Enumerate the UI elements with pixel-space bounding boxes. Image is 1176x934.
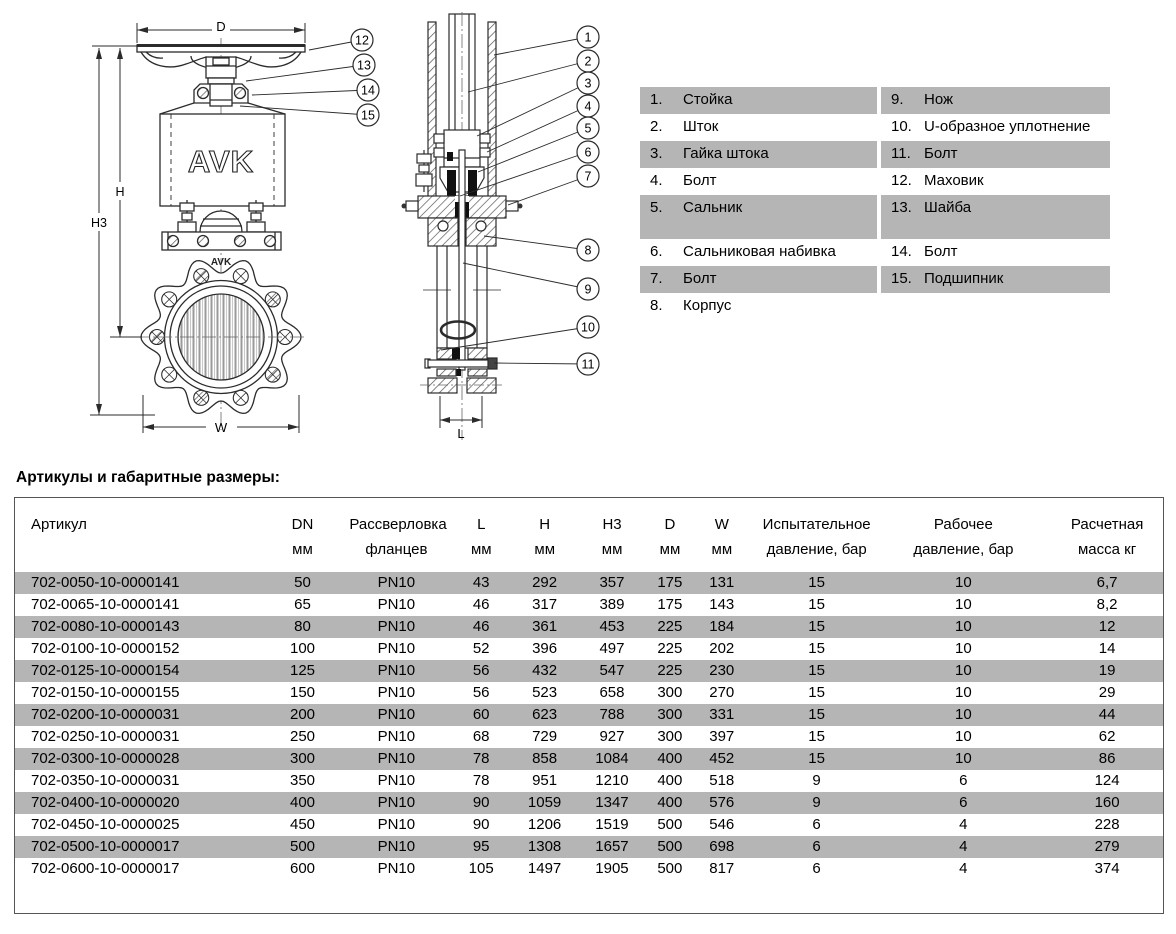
table-cell: 500 bbox=[657, 838, 683, 855]
avk-logo: AVK bbox=[187, 144, 255, 179]
table-cell: 62 bbox=[1098, 728, 1116, 745]
svg-text:3: 3 bbox=[584, 76, 592, 91]
table-cell: PN10 bbox=[377, 838, 416, 855]
table-cell: 10 bbox=[955, 596, 972, 613]
table-cell: 927 bbox=[599, 728, 625, 745]
table-cell: 400 bbox=[657, 794, 683, 811]
legend-item-number: 9. bbox=[891, 91, 904, 108]
table-cell: 200 bbox=[290, 706, 316, 723]
legend-item bbox=[881, 141, 1110, 168]
legend-item-label: Сальниковая набивка bbox=[683, 243, 836, 260]
table-cell: 90 bbox=[472, 794, 490, 811]
svg-text:H3: H3 bbox=[91, 216, 107, 230]
table-cell: 1308 bbox=[527, 838, 562, 855]
svg-text:1: 1 bbox=[584, 30, 592, 45]
callout-11 bbox=[494, 353, 599, 375]
table-cell: 702-0400-10-0000020 bbox=[31, 794, 180, 811]
svg-text:W: W bbox=[214, 420, 228, 435]
table-row bbox=[15, 594, 1163, 616]
table-cell: 523 bbox=[532, 684, 558, 701]
column-header: D мм bbox=[659, 516, 681, 558]
yoke-stand bbox=[160, 114, 285, 206]
table-cell: 702-0125-10-0000154 bbox=[31, 662, 180, 679]
table-cell: 125 bbox=[290, 662, 316, 679]
table-cell: 270 bbox=[709, 684, 735, 701]
column-header: Расчетная масса кг bbox=[1070, 516, 1144, 558]
table-row bbox=[15, 836, 1163, 858]
legend-item-number: 14. bbox=[891, 243, 912, 260]
table-cell: PN10 bbox=[377, 574, 416, 591]
callout-13 bbox=[246, 54, 375, 81]
legend-item-number: 11. bbox=[891, 145, 911, 162]
table-cell: 15 bbox=[808, 728, 825, 745]
table-cell: 702-0150-10-0000155 bbox=[31, 684, 180, 701]
table-cell: 8,2 bbox=[1096, 596, 1118, 613]
table-cell: 46 bbox=[472, 618, 490, 635]
table-cell: 10 bbox=[955, 662, 972, 679]
table-cell: 374 bbox=[1094, 860, 1120, 877]
table-cell: 576 bbox=[709, 794, 735, 811]
legend-item bbox=[881, 239, 1110, 266]
table-cell: 500 bbox=[657, 860, 683, 877]
table-cell: 1347 bbox=[595, 794, 629, 811]
table-cell: 951 bbox=[532, 772, 558, 789]
legend-item bbox=[640, 195, 877, 239]
svg-text:10: 10 bbox=[581, 320, 595, 335]
svg-text:7: 7 bbox=[584, 169, 592, 184]
table-cell: 300 bbox=[290, 750, 316, 767]
legend-item-number: 3. bbox=[650, 145, 663, 162]
table-cell: 858 bbox=[532, 750, 558, 767]
legend-item bbox=[640, 87, 877, 114]
table-cell: 10 bbox=[955, 618, 972, 635]
legend-item bbox=[640, 114, 877, 141]
legend-item-number: 8. bbox=[650, 297, 663, 314]
legend-item-number: 1. bbox=[650, 91, 663, 108]
legend-item-number: 15. bbox=[891, 270, 912, 287]
table-cell: 400 bbox=[290, 794, 316, 811]
callout-8 bbox=[484, 236, 599, 261]
table-cell: 10 bbox=[955, 574, 972, 591]
table-cell: 357 bbox=[599, 574, 625, 591]
svg-text:14: 14 bbox=[361, 83, 375, 98]
table-row bbox=[15, 726, 1163, 748]
legend-item-number: 7. bbox=[650, 270, 663, 287]
table-cell: 400 bbox=[657, 772, 683, 789]
table-cell: 15 bbox=[808, 574, 825, 591]
table-cell: 396 bbox=[532, 640, 558, 657]
table-cell: 702-0100-10-0000152 bbox=[31, 640, 180, 657]
table-cell: 19 bbox=[1098, 662, 1116, 679]
svg-text:6: 6 bbox=[584, 145, 592, 160]
table-cell: 702-0200-10-0000031 bbox=[31, 706, 180, 723]
legend-item bbox=[640, 168, 877, 195]
svg-text:9: 9 bbox=[584, 282, 592, 297]
table-cell: 15 bbox=[808, 596, 825, 613]
table-cell: 300 bbox=[657, 684, 683, 701]
column-header: DN мм bbox=[291, 516, 314, 558]
svg-text:13: 13 bbox=[357, 58, 371, 73]
legend-item-number: 12. bbox=[891, 172, 912, 189]
section-view-drawing bbox=[402, 12, 523, 441]
table-cell: 400 bbox=[657, 750, 683, 767]
table-cell: 225 bbox=[657, 618, 683, 635]
legend-item-label: Подшипник bbox=[924, 270, 1004, 287]
table-cell: 1206 bbox=[527, 816, 562, 833]
table-cell: 292 bbox=[532, 574, 558, 591]
table-cell: PN10 bbox=[377, 662, 416, 679]
legend-item-number: 13. bbox=[891, 199, 912, 216]
table-cell: 453 bbox=[599, 618, 625, 635]
table-cell: 15 bbox=[808, 662, 825, 679]
legend-item-number: 6. bbox=[650, 243, 663, 260]
table-cell: 698 bbox=[709, 838, 735, 855]
legend-item bbox=[640, 239, 877, 266]
table-cell: 518 bbox=[709, 772, 735, 789]
table-cell: 317 bbox=[532, 596, 558, 613]
table-cell: 60 bbox=[472, 706, 490, 723]
table-cell: 78 bbox=[472, 772, 490, 789]
table-cell: 4 bbox=[959, 838, 968, 855]
table-cell: 500 bbox=[657, 816, 683, 833]
table-cell: PN10 bbox=[377, 706, 416, 723]
table-cell: 78 bbox=[472, 750, 490, 767]
table-cell: 150 bbox=[290, 684, 316, 701]
table-cell: 43 bbox=[472, 574, 490, 591]
legend-item bbox=[881, 195, 1110, 239]
table-cell: 228 bbox=[1094, 816, 1120, 833]
column-header: H мм bbox=[534, 516, 555, 558]
column-header: Артикул bbox=[31, 516, 87, 533]
table-cell: 432 bbox=[532, 662, 558, 679]
table-cell: 15 bbox=[808, 640, 825, 657]
table-cell: 600 bbox=[290, 860, 316, 877]
table-cell: 12 bbox=[1098, 618, 1116, 635]
legend-item-number: 5. bbox=[650, 199, 663, 216]
table-cell: 160 bbox=[1094, 794, 1120, 811]
table-cell: PN10 bbox=[377, 860, 416, 877]
table-cell: 1519 bbox=[595, 816, 629, 833]
table-cell: 300 bbox=[657, 706, 683, 723]
table-cell: 10 bbox=[955, 750, 972, 767]
svg-text:4: 4 bbox=[584, 99, 592, 114]
table-cell: 389 bbox=[599, 596, 625, 613]
table-cell: 184 bbox=[709, 618, 735, 635]
table-cell: 331 bbox=[709, 706, 735, 723]
column-header: Рабочее давление, бар bbox=[913, 516, 1014, 558]
table-cell: 300 bbox=[657, 728, 683, 745]
table-cell: 225 bbox=[657, 662, 683, 679]
legend-item-label: Болт bbox=[683, 172, 717, 189]
table-cell: 6 bbox=[812, 816, 821, 833]
callout-7 bbox=[508, 165, 599, 205]
legend-item-label: Болт bbox=[683, 270, 717, 287]
svg-text:D: D bbox=[216, 19, 226, 34]
table-cell: 95 bbox=[472, 838, 490, 855]
svg-text:15: 15 bbox=[361, 108, 375, 123]
table-cell: 547 bbox=[599, 662, 625, 679]
table-cell: 702-0600-10-0000017 bbox=[31, 860, 180, 877]
table-cell: 702-0300-10-0000028 bbox=[31, 750, 180, 767]
svg-text:H: H bbox=[115, 185, 125, 199]
table-cell: 702-0250-10-0000031 bbox=[31, 728, 180, 745]
parts-legend-right-column bbox=[881, 87, 1110, 320]
table-row bbox=[15, 682, 1163, 704]
table-cell: 29 bbox=[1098, 684, 1116, 701]
column-header: W мм bbox=[711, 516, 733, 558]
table-cell: 10 bbox=[955, 640, 972, 657]
table-cell: 6 bbox=[812, 860, 821, 877]
table-cell: 658 bbox=[599, 684, 625, 701]
valve-drawings bbox=[0, 0, 630, 462]
svg-text:L: L bbox=[457, 426, 465, 441]
svg-text:11: 11 bbox=[581, 357, 595, 372]
table-cell: 15 bbox=[808, 706, 825, 723]
table-body bbox=[15, 572, 1163, 880]
legend-item bbox=[881, 168, 1110, 195]
table-cell: 250 bbox=[290, 728, 316, 745]
table-cell: 105 bbox=[468, 860, 494, 877]
table-cell: 14 bbox=[1098, 640, 1116, 657]
table-cell: 702-0050-10-0000141 bbox=[31, 574, 180, 591]
table-cell: 143 bbox=[709, 596, 735, 613]
table-row bbox=[15, 858, 1163, 880]
table-cell: 500 bbox=[290, 838, 316, 855]
table-cell: 10 bbox=[955, 684, 972, 701]
table-row bbox=[15, 748, 1163, 770]
table-cell: 497 bbox=[599, 640, 625, 657]
dim-h3 bbox=[90, 48, 155, 415]
table-cell: 50 bbox=[294, 574, 311, 591]
legend-item-label: U-образное уплотнение bbox=[924, 118, 1091, 135]
table-cell: 90 bbox=[472, 816, 490, 833]
table-cell: 6,7 bbox=[1096, 574, 1118, 591]
svg-text:5: 5 bbox=[584, 121, 592, 136]
table-cell: 1497 bbox=[527, 860, 562, 877]
table-cell: 131 bbox=[709, 574, 735, 591]
gland-area bbox=[162, 200, 281, 268]
table-cell: 225 bbox=[657, 640, 683, 657]
table-cell: 702-0065-10-0000141 bbox=[31, 596, 180, 613]
table-cell: 9 bbox=[812, 794, 821, 811]
stem-bracket bbox=[160, 84, 285, 114]
table-row bbox=[15, 770, 1163, 792]
legend-item-label: Шток bbox=[683, 118, 719, 135]
legend-item bbox=[881, 266, 1110, 293]
table-cell: 817 bbox=[709, 860, 735, 877]
table-cell: 56 bbox=[472, 684, 490, 701]
table-cell: 1905 bbox=[595, 860, 629, 877]
legend-item-label: Сальник bbox=[683, 199, 743, 216]
legend-item-label: Гайка штока bbox=[683, 145, 769, 162]
legend-item bbox=[881, 114, 1110, 141]
table-cell: 44 bbox=[1098, 706, 1116, 723]
table-cell: 15 bbox=[808, 684, 825, 701]
table-cell: 1210 bbox=[595, 772, 629, 789]
table-cell: PN10 bbox=[377, 596, 416, 613]
table-cell: 702-0350-10-0000031 bbox=[31, 772, 180, 789]
flange bbox=[136, 261, 306, 414]
callout-12 bbox=[309, 29, 373, 51]
handwheel bbox=[137, 45, 305, 84]
legend-item-number: 2. bbox=[650, 118, 663, 135]
column-header: L мм bbox=[470, 516, 492, 558]
legend-item-number: 4. bbox=[650, 172, 663, 189]
svg-text:12: 12 bbox=[355, 33, 369, 48]
table-cell: 6 bbox=[959, 772, 968, 789]
legend-item-label: Шайба bbox=[924, 199, 972, 216]
table-cell: 100 bbox=[290, 640, 316, 657]
table-cell: 279 bbox=[1094, 838, 1120, 855]
table-cell: 702-0450-10-0000025 bbox=[31, 816, 180, 833]
table-cell: 702-0080-10-0000143 bbox=[31, 618, 180, 635]
table-row bbox=[15, 792, 1163, 814]
table-cell: 4 bbox=[959, 816, 968, 833]
table-cell: 9 bbox=[812, 772, 821, 789]
legend-item bbox=[640, 266, 877, 293]
table-cell: PN10 bbox=[377, 728, 416, 745]
table-cell: PN10 bbox=[377, 794, 416, 811]
table-cell: PN10 bbox=[377, 772, 416, 789]
table-cell: 175 bbox=[657, 596, 683, 613]
svg-text:2: 2 bbox=[584, 54, 592, 69]
table-cell: PN10 bbox=[377, 750, 416, 767]
avk-logo-small: AVK bbox=[210, 257, 232, 268]
valve-drawings-svg bbox=[0, 0, 630, 462]
legend-item-label: Маховик bbox=[924, 172, 984, 189]
table-title: Артикулы и габаритные размеры: bbox=[16, 469, 280, 486]
legend-item bbox=[640, 293, 877, 320]
table-cell: 15 bbox=[808, 618, 825, 635]
legend-item-label: Нож bbox=[924, 91, 954, 108]
table-cell: 1657 bbox=[595, 838, 629, 855]
table-row bbox=[15, 660, 1163, 682]
table-cell: 15 bbox=[808, 750, 825, 767]
table-cell: 4 bbox=[959, 860, 968, 877]
table-cell: 397 bbox=[709, 728, 735, 745]
table-cell: PN10 bbox=[377, 684, 416, 701]
legend-item-number: 10. bbox=[891, 118, 912, 135]
callout-14 bbox=[252, 79, 379, 101]
table-cell: 86 bbox=[1098, 750, 1116, 767]
table-cell: 46 bbox=[472, 596, 490, 613]
table-cell: 202 bbox=[709, 640, 735, 657]
table-cell: 52 bbox=[472, 640, 490, 657]
table-cell: PN10 bbox=[377, 640, 416, 657]
table-row bbox=[15, 616, 1163, 638]
table-cell: 65 bbox=[294, 596, 311, 613]
legend-item-label: Стойка bbox=[683, 91, 733, 108]
column-header: Испытательное давление, бар bbox=[762, 516, 871, 558]
table-cell: 361 bbox=[532, 618, 558, 635]
table-cell: 6 bbox=[812, 838, 821, 855]
dimensions-table bbox=[14, 497, 1164, 914]
column-header: H3 мм bbox=[601, 516, 623, 558]
table-cell: 80 bbox=[294, 618, 311, 635]
table-cell: 623 bbox=[532, 706, 558, 723]
table-cell: 10 bbox=[955, 706, 972, 723]
table-cell: 788 bbox=[599, 706, 625, 723]
dim-l bbox=[440, 396, 482, 441]
table-cell: 124 bbox=[1094, 772, 1120, 789]
legend-item-label: Болт bbox=[924, 243, 958, 260]
table-cell: 702-0500-10-0000017 bbox=[31, 838, 180, 855]
table-row bbox=[15, 814, 1163, 836]
table-cell: 68 bbox=[472, 728, 490, 745]
table-row bbox=[15, 572, 1163, 594]
legend-item-label: Корпус bbox=[683, 297, 732, 314]
table-cell: 452 bbox=[709, 750, 735, 767]
table-cell: PN10 bbox=[377, 816, 416, 833]
table-cell: 729 bbox=[532, 728, 558, 745]
front-view-drawing bbox=[90, 18, 306, 435]
table-cell: 56 bbox=[472, 662, 490, 679]
parts-legend-left-column bbox=[640, 87, 877, 320]
table-cell: PN10 bbox=[377, 618, 416, 635]
table-header-row bbox=[15, 498, 1163, 572]
table-cell: 175 bbox=[657, 574, 683, 591]
legend-item bbox=[640, 141, 877, 168]
table-cell: 6 bbox=[959, 794, 968, 811]
legend-item bbox=[881, 87, 1110, 114]
table-cell: 230 bbox=[709, 662, 735, 679]
table-cell: 450 bbox=[290, 816, 316, 833]
legend-item-label: Болт bbox=[924, 145, 958, 162]
table-cell: 1059 bbox=[527, 794, 562, 811]
table-row bbox=[15, 704, 1163, 726]
table-cell: 350 bbox=[290, 772, 316, 789]
table-cell: 546 bbox=[709, 816, 735, 833]
table-row bbox=[15, 638, 1163, 660]
table-cell: 10 bbox=[955, 728, 972, 745]
column-header: Рассверловка фланцев bbox=[349, 516, 447, 558]
parts-legend bbox=[640, 87, 1110, 320]
svg-text:8: 8 bbox=[584, 243, 592, 258]
table-cell: 1084 bbox=[595, 750, 629, 767]
